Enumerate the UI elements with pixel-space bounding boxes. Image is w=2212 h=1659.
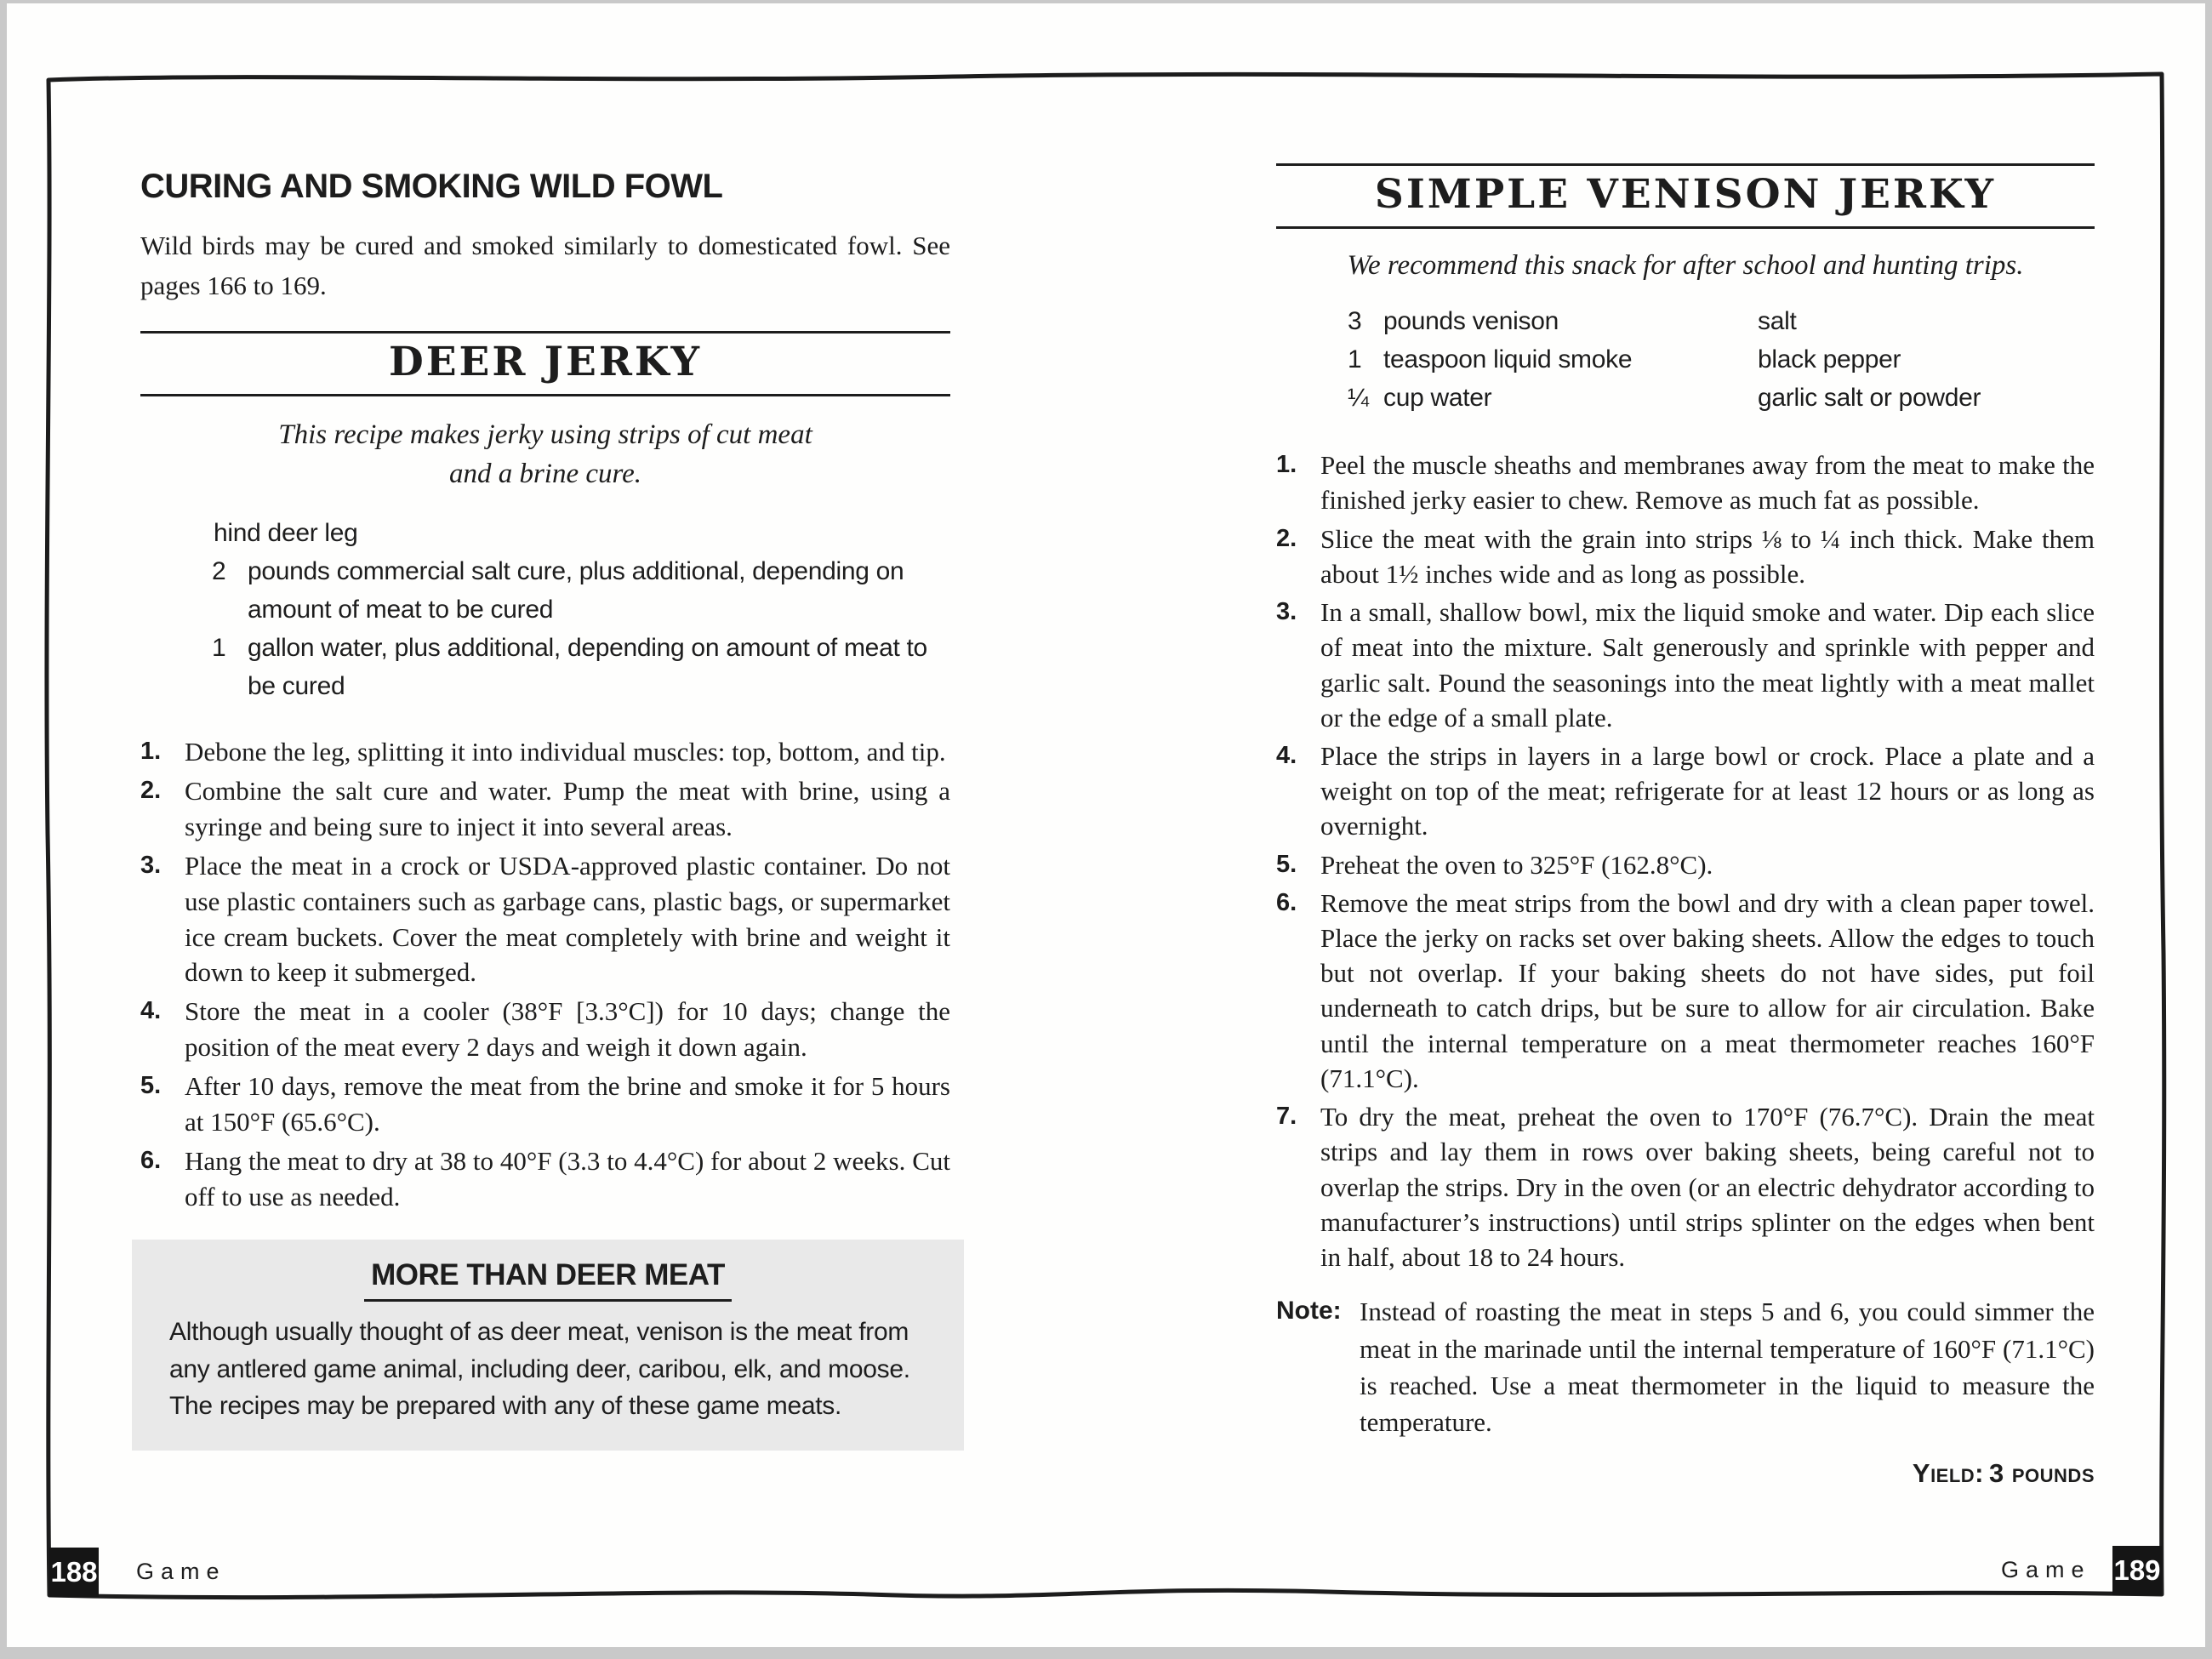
step-text: Slice the meat with the grain into strips ⅛ to ¼ inch thick. Make them about 1½ inches wide and as long as possible. (1320, 523, 2095, 589)
ingredient-text: pounds commercial salt cure, plus additional, depending on amount of meat to be cured (248, 557, 904, 624)
ingredient-row (1758, 340, 2095, 379)
ingredient-row (1276, 302, 1758, 340)
ingredient-row (140, 629, 950, 705)
ingredient-text: black pepper (1758, 345, 1901, 374)
tagline-line: and a brine cure. (448, 459, 642, 490)
recipe-step (140, 994, 950, 1065)
note-label: Note: (1276, 1297, 1342, 1325)
ingredient-text: teaspoon liquid smoke (1383, 345, 1633, 374)
step-text: Peel the muscle sheaths and membranes away from the meat to make the finished jerky easier to chew. Remove as much fat as possible. (1320, 450, 2095, 516)
ingredient-quantity: 3 (1348, 307, 1362, 336)
recipe-steps (140, 734, 950, 1214)
yield-line (1276, 1458, 2095, 1489)
ingredient-column-right (1758, 302, 2095, 417)
recipe-step (140, 773, 950, 845)
running-footer-section-left: Game (136, 1559, 226, 1584)
recipe-step (1276, 886, 2095, 1096)
recipe-title-block-simple-venison-jerky (1276, 163, 2095, 229)
page-number-badge-right: 189 (2112, 1546, 2162, 1595)
left-page-column (140, 167, 950, 1451)
ingredient-text: salt (1758, 307, 1797, 336)
step-number: 6. (1276, 888, 1297, 916)
step-number: 3. (1276, 598, 1297, 626)
step-text: In a small, shallow bowl, mix the liquid smoke and water. Dip each slice of meat into the mixture. Salt generously and sprinkle with pepper and garlic salt. Pound the seasonings into the meat lightly with a meat mallet or the edge of a small plate. (1320, 597, 2095, 733)
recipe-tagline (140, 415, 950, 493)
ingredient-text: pounds venison (1383, 307, 1559, 336)
recipe-title: DEER JERKY (388, 339, 703, 385)
step-number: 6. (140, 1146, 162, 1174)
ingredient-text: cup water (1383, 384, 1492, 413)
recipe-step (1276, 522, 2095, 591)
step-number: 7. (1276, 1103, 1297, 1131)
ingredient-row (1276, 379, 1758, 417)
step-number: 5. (140, 1071, 162, 1099)
sidebar-box-title-wrap (169, 1258, 926, 1302)
ingredient-row (140, 514, 950, 552)
recipe-title: SIMPLE VENISON JERKY (1374, 171, 1997, 218)
step-number: 2. (1276, 524, 1297, 552)
recipe-steps (1276, 448, 2095, 1274)
ingredient-row (140, 552, 950, 629)
step-text: Combine the salt cure and water. Pump the meat with brine, using a syringe and being sure to inject it into several areas. (185, 776, 950, 842)
ingredient-row (1276, 340, 1758, 379)
recipe-step (1276, 1099, 2095, 1274)
ingredient-quantity: 1 (212, 634, 226, 663)
step-text: Debone the leg, splitting it into individual muscles: top, bottom, and tip. (185, 737, 946, 767)
recipe-step (140, 1143, 950, 1215)
recipe-step (1276, 738, 2095, 844)
recipe-tagline: We recommend this snack for after school and hunting trips. (1347, 250, 2024, 281)
yield-label: Yield: (1912, 1457, 1985, 1488)
section-intro-paragraph: Wild birds may be cured and smoked similarly to domesticated fowl. See pages 166 to 169. (140, 231, 950, 300)
step-text: After 10 days, remove the meat from the brine and smoke it for 5 hours at 150°F (65.6°C). (185, 1070, 950, 1137)
running-footer-section-right: Game (2001, 1557, 2091, 1582)
recipe-note (1276, 1293, 2095, 1441)
step-text: To dry the meat, preheat the oven to 170°F (76.7°C). Drain the meat strips and lay them in rows over baking sheets, being careful not to overlap the strips. Dry in the oven (or an electric dehydrator according to manufacturer’s instructions) until strips splinter on the edges when bent in half, about 18 to 24 hours. (1320, 1102, 2095, 1272)
ingredient-list (140, 514, 950, 705)
step-number: 1. (140, 738, 162, 766)
recipe-step (140, 848, 950, 990)
step-text: Hang the meat to dry at 38 to 40°F (3.3 to 4.4°C) for about 2 weeks. Cut off to use as needed. (185, 1145, 950, 1211)
recipe-step (140, 734, 950, 770)
ingredient-text: gallon water, plus additional, depending on amount of meat to be cured (248, 634, 927, 701)
yield-value: 3 pounds (1989, 1457, 2095, 1488)
step-number: 4. (140, 997, 162, 1025)
ingredient-text: garlic salt or powder (1758, 384, 1981, 413)
ingredient-quantity: 1 (1348, 345, 1362, 374)
page-number-badge-left: 188 (49, 1548, 99, 1597)
ingredient-quantity: 2 (212, 557, 226, 586)
ingredient-row (1758, 302, 2095, 340)
step-number: 4. (1276, 741, 1297, 769)
step-number: 2. (140, 777, 162, 805)
step-number: 3. (140, 851, 162, 879)
recipe-step (1276, 847, 2095, 882)
tagline-line: This recipe makes jerky using strips of cut meat (278, 419, 812, 450)
sidebar-box-more-than-deer-meat (132, 1240, 964, 1451)
sidebar-box-title: MORE THAN DEER MEAT (364, 1258, 732, 1302)
ingredient-column-left (1276, 302, 1758, 417)
step-text: Preheat the oven to 325°F (162.8°C). (1320, 849, 1713, 880)
ingredient-quantity: ¼ (1348, 384, 1369, 413)
note-text: Instead of roasting the meat in steps 5 and 6, you could simmer the meat in the marinade until the internal temperature of 160°F (71.1°C) is reached. Use a meat thermometer in the liquid to measure the temperature. (1360, 1297, 2095, 1438)
recipe-step (1276, 448, 2095, 517)
recipe-step (140, 1069, 950, 1140)
step-text: Place the meat in a crock or USDA-approved plastic container. Do not use plastic containers such as garbage cans, plastic bags, or supermarket ice cream buckets. Cover the meat completely with brine and weight it down to keep it submerged. (185, 850, 950, 988)
step-number: 1. (1276, 451, 1297, 479)
ingredient-row (1758, 379, 2095, 417)
ingredient-list-two-column (1276, 302, 2095, 417)
section-heading: CURING AND SMOKING WILD FOWL (140, 168, 723, 205)
sidebar-box-body: Although usually thought of as deer meat, venison is the meat from any antlered game animal, including deer, caribou, elk, and moose. The recipes may be prepared with any of these game meats. (169, 1318, 910, 1421)
step-text: Store the meat in a cooler (38°F [3.3°C]) for 10 days; change the position of the meat every 2 days and weigh it down again. (185, 996, 950, 1063)
ingredient-text: hind deer leg (214, 519, 358, 548)
step-number: 5. (1276, 850, 1297, 878)
recipe-step (1276, 595, 2095, 735)
step-text: Place the strips in layers in a large bowl or crock. Place a plate and a weight on top of the meat; refrigerate for at least 12 hours or as long as overnight. (1320, 740, 2095, 841)
step-text: Remove the meat strips from the bowl and dry with a clean paper towel. Place the jerky on racks set over baking sheets. Allow the edges to touch but not overlap. If your baking sheets do not have sides, put foil underneath to catch drips, but be sure to allow for air circulation. Bake until the internal temperature on a meat thermometer reaches 160°F (71.1°C). (1320, 887, 2095, 1093)
recipe-title-block-deer-jerky (140, 331, 950, 396)
right-page-column (1276, 163, 2095, 1489)
